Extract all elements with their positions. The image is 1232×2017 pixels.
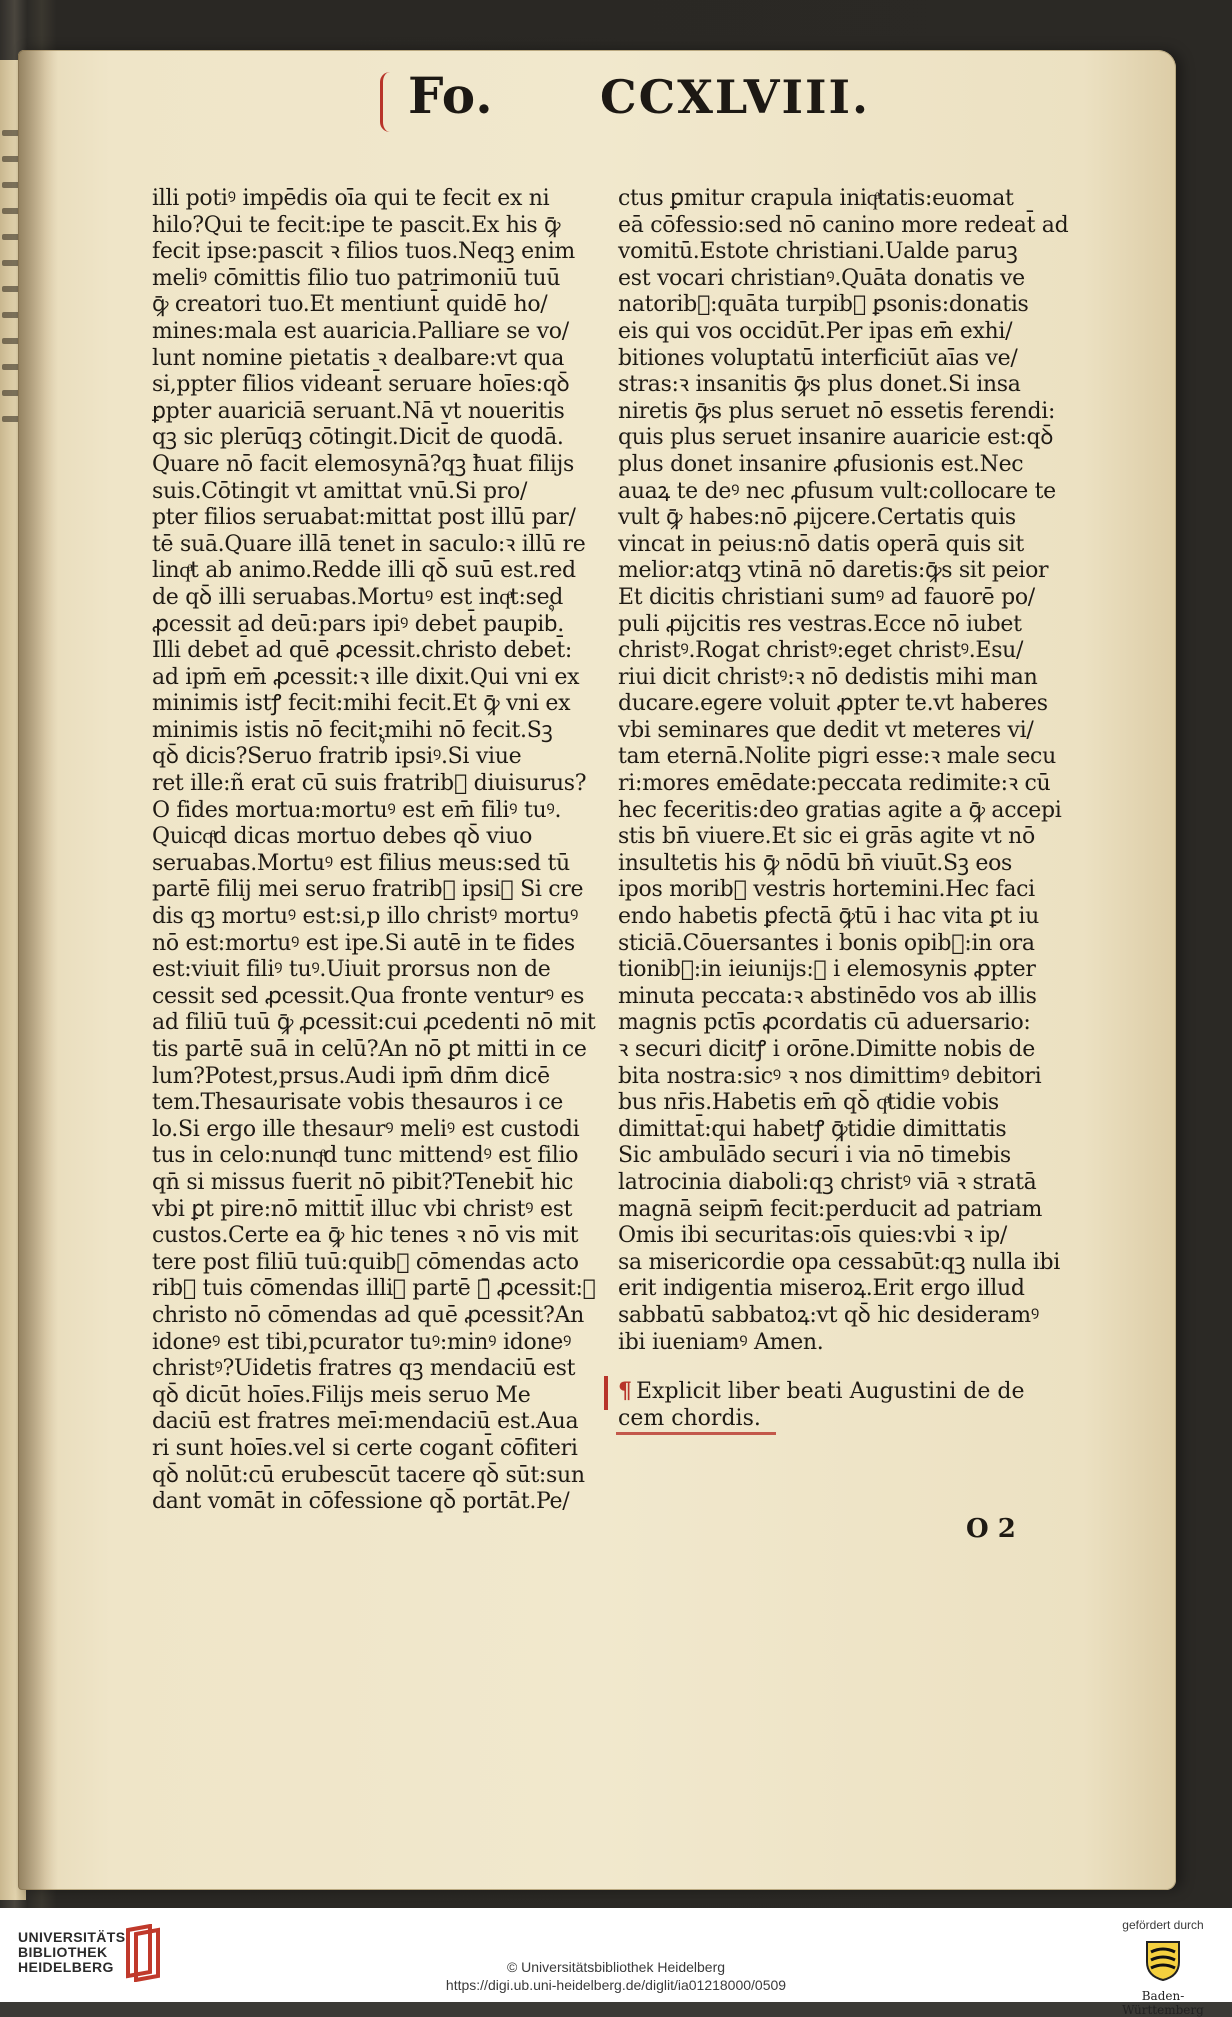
text-line: ri:mores emēdate:peccata redimite:ꝛ cū xyxy=(618,771,1051,797)
text-line: magnā seipm̄ fecit:perducit ad patriam xyxy=(618,1196,1043,1222)
folio-prefix: Fo. xyxy=(408,66,494,125)
text-line: linqͣt ab animo.Redde illi qꝺ̄ suū est.red xyxy=(152,558,576,584)
page-gutter-shadow xyxy=(18,50,58,1890)
text-line: suis.Cōtingit vt amittat vnū.Si pro/ xyxy=(152,478,528,504)
text-line: de qꝺ̄ illi seruabas.Mortuꝰ est inqͣt:sed xyxy=(152,584,564,610)
text-line: illi potiꝰ impēdis oīa qui te fecit ex ni xyxy=(152,186,550,211)
text-line: tionib᷒:in ieiunijs:ꝛ i elemosynis ꝓpter xyxy=(618,957,1036,983)
text-line: tis partē suā in celū?An nō ꝑt mitti in ce xyxy=(152,1037,587,1062)
explicit-line: cem chordis. xyxy=(618,1405,761,1431)
text-line: mines:mala est auaricia.Palliare se vo/ xyxy=(152,318,569,344)
text-line: eis qui vos occidūt.Per ipas em̄ exhi/ xyxy=(618,318,1013,344)
text-column-right xyxy=(618,186,1069,1356)
text-line: tere post filiū tuū:quib᷒ cōmendas acto xyxy=(152,1249,579,1275)
text-line: bitiones voluptatū interficiūt aīas ve/ xyxy=(618,345,1018,371)
text-line: dant vomāt in cōfessione qꝺ̄ portāt.Pe/ xyxy=(152,1489,570,1515)
rubric-bracket xyxy=(380,72,397,132)
text-line: ꝛ securi dicitꝭ i orōne.Dimitte nobis de xyxy=(618,1037,1035,1062)
text-line: qꝺ̄ dicis?Seruo fratrib᷒ ipsiꝰ.Si viue xyxy=(152,744,522,770)
funded-by-text: gefördert durch xyxy=(1122,1918,1204,1932)
text-line: puli ꝓijcitis res vestras.Ecce nō iubet xyxy=(618,611,1022,637)
text-line: ad filiū tuū ꝙ̄ ꝓcessit:cui ꝓcedenti nō mit xyxy=(152,1010,596,1036)
text-line: ꝑpter auariciā seruant.Nā vt noueritis xyxy=(152,398,565,424)
funder-name: Baden-Württemberg xyxy=(1122,1989,1204,2017)
text-line: natorib᷒:quāta turpib᷒ ꝑsonis:donatis xyxy=(618,292,1029,318)
library-name-line: BIBLIOTHEK xyxy=(18,1944,108,1960)
text-line: quis plus seruet insanire auaricie est:qꝺ̄ xyxy=(618,425,1054,451)
text-line: vbi ꝑt pire:nō mittit̄ illuc vbi christꝰ est xyxy=(152,1196,573,1222)
text-line: auaꝝ te deꝰ nec ꝓfusum vult:collocare te xyxy=(618,478,1056,504)
text-line: idoneꝰ est tibi,pcurator tuꝰ:minꝰ idoneꝰ xyxy=(152,1329,572,1355)
text-line: Et dicitis christiani sumꝰ ad fauorē po/ xyxy=(618,584,1035,610)
text-line: ducare.egere voluit ꝓpter te.vt haberes xyxy=(618,691,1048,717)
copyright-text: © Universitätsbibliothek Heidelberg xyxy=(506,1959,726,1975)
coat-of-arms-icon xyxy=(1143,1938,1183,1982)
text-line: erit indigentia miseroꝝ.Erit ergo illud xyxy=(618,1276,1025,1302)
text-line: christo nō cōmendas ad quē ꝓcessit?An xyxy=(152,1302,584,1328)
text-line: minuta peccata:ꝛ abstinēdo vos ab illis xyxy=(618,983,1037,1009)
text-line: Sic ambulādo securi i via nō timebis xyxy=(618,1143,1011,1169)
text-line: meliꝰ cōmittis filio tuo patrimoniū tuū xyxy=(152,265,561,291)
signature-mark: O 2 xyxy=(966,1514,1016,1544)
text-line: cessit sed ꝓcessit.Qua fronte venturꝰ es xyxy=(152,983,585,1009)
text-line: eā cōfessio:sed nō canino more redeat̄ ad xyxy=(618,212,1069,238)
text-line: ri sunt hoīes.vel si certe cogant̄ cōfiteri xyxy=(152,1435,578,1461)
library-name-line: HEIDELBERG xyxy=(18,1959,114,1975)
text-line: Quicqͣd dicas mortuo debes qꝺ̄ viuo xyxy=(152,824,533,850)
text-line: hec feceritis:deo gratias agite a ꝙ̄ accepi xyxy=(618,797,1062,823)
text-line: stras:ꝛ insanitis ꝙ̄s plus donet.Si insa xyxy=(618,372,1021,398)
text-line: lum?Potest,prsus.Audi ipm̄ dn̄m dicē xyxy=(152,1063,550,1089)
text-line: ꝙ̄ creatori tuo.Et mentiunt̄ quidē ho/ xyxy=(152,292,548,318)
text-line: qꝫ sic plerūqꝫ cōtingit.Dicit̄ de quodā. xyxy=(152,425,564,451)
text-line: plus donet insanire ꝓfusionis est.Nec xyxy=(618,451,1024,477)
text-line: christꝰ.Rogat christꝰ:eget christꝰ.Esu/ xyxy=(618,638,1024,664)
text-line: ibi iueniamꝰ Amen. xyxy=(618,1329,824,1355)
text-line: Omis ibi securitas:oīs quies:vbi ꝛ ip/ xyxy=(618,1223,1008,1249)
text-line: rib᷒ tuis cōmendas illiꝰ partē ꝙ̄ ꝓcessit:ꝛ xyxy=(152,1276,596,1302)
text-line: bita nostra:sicꝰ ꝛ nos dimittimꝰ debitori xyxy=(618,1063,1042,1089)
text-line: si,ppter filios videant̄ seruare hoīes:qꝺ̄ xyxy=(152,372,570,398)
text-line: vomitū.Estote christiani.Ualde paruꝫ xyxy=(618,239,1018,265)
text-line: melior:atqꝫ vtinā nō daretis:ꝙ̄s sit peior xyxy=(618,558,1049,584)
text-line: vult ꝙ̄ habes:nō ꝓijcere.Certatis quis xyxy=(618,505,1016,531)
text-line: stis bn̄ viuere.Et sic ei grās agite vt nō xyxy=(618,824,1035,850)
text-line: tē suā.Quare illā tenet in saculo:ꝛ illū re xyxy=(152,531,586,557)
text-line: ad ipm̄ em̄ ꝓcessit:ꝛ ille dixit.Qui vni ex xyxy=(152,664,580,690)
text-line: tus in celo:nunqͣd tunc mittendꝰ est filio xyxy=(152,1143,579,1169)
text-line: Quare nō facit elemosynā?qꝫ ħuat filijs xyxy=(152,451,574,477)
text-line: seruabas.Mortuꝰ est filius meus:sed tū xyxy=(152,850,570,876)
text-line: est vocari christianꝰ.Quāta donatis ve xyxy=(618,265,1025,291)
text-line: qꝺ̄ nolūt:cū erubescūt tacere qꝺ̄ sūt:sun xyxy=(152,1462,585,1488)
text-line: hilo?Qui te fecit:ipe te pascit.Ex his ꝙ̄ xyxy=(152,212,561,238)
text-line: tem.Thesaurisate vobis thesauros i ce xyxy=(152,1090,563,1116)
rubric-underline xyxy=(616,1432,776,1435)
folio-header xyxy=(380,66,871,146)
text-line: fecit ipse:pascit ꝛ filios tuos.Neqꝫ enim xyxy=(152,239,575,265)
text-line: christꝰ?Uidetis fratres qꝫ mendaciū est xyxy=(152,1356,576,1382)
text-line: dis qꝫ mortuꝰ est:si,p illo christꝰ mortuꝰ xyxy=(152,904,579,930)
rubric-mark xyxy=(604,1376,608,1410)
text-line: minimis istis nō fecit:mihi nō fecit.Sꝫ xyxy=(152,717,553,743)
text-line: Illi debet̄ ad quē ꝓcessit.christo debet̄: xyxy=(152,638,572,664)
text-line: dimittat̄:qui habetꝭ ꝙ̄tidie dimittatis xyxy=(618,1116,1007,1142)
text-line: qn̄ si missus fuerit nō pibit?Tenebit̄ hic xyxy=(152,1169,574,1195)
text-line: riui dicit christꝰ:ꝛ nō dedistis mihi man xyxy=(618,664,1038,690)
permalink-url[interactable]: https://digi.ub.uni-heidelberg.de/diglit/ia01218000/0509 xyxy=(445,1977,787,1993)
explicit-line: ¶ Explicit liber beati Augustini de de xyxy=(618,1378,1025,1404)
text-line: lo.Si ergo ille thesaurꝰ meliꝰ est custodi xyxy=(152,1116,580,1142)
text-line: magnis pctīs ꝓcordatis cū aduersario: xyxy=(618,1010,1031,1036)
text-line: partē filij mei seruo fratrib᷒ ipsiꝰ Si cre xyxy=(152,877,584,903)
funder-block xyxy=(1108,1918,1218,2017)
footer-bar xyxy=(0,1908,1232,2017)
text-line: minimis istꝭ fecit:mihi fecit.Et ꝙ̄ vni ex xyxy=(152,691,571,717)
text-line: ctus ꝑmitur crapula iniqͣtatis:euomat xyxy=(618,186,1014,211)
text-line: custos.Certe ea ꝙ̄ hic tenes ꝛ nō vis mit xyxy=(152,1223,579,1249)
copyright-block xyxy=(0,1958,1232,1994)
text-line: ipos morib᷒ vestris hortemini.Hec faci xyxy=(618,877,1035,903)
explicit-rubric xyxy=(618,1378,1028,1432)
text-line: pter filios seruabat:mittat post illū par/ xyxy=(152,505,576,531)
text-line: lunt nomine pietatis ꝛ dealbare:vt qua xyxy=(152,345,565,371)
text-line: ꝓcessit ad deū:pars ipiꝰ debet̄ paupib᷒. xyxy=(152,611,564,637)
text-line: qꝺ̄ dicūt hoīes.Filijs meis seruo Me xyxy=(152,1382,531,1408)
library-name-line: UNIVERSITÄTS- xyxy=(18,1929,131,1945)
text-line: vincat in peius:nō datis operā quis sit xyxy=(618,531,1024,557)
text-line: O fides mortua:mortuꝰ est em̄ filiꝰ tuꝰ. xyxy=(152,797,562,823)
paragraph-mark: ¶ xyxy=(618,1378,632,1404)
text-line: latrocinia diaboli:qꝫ christꝰ viā ꝛ stratā xyxy=(618,1169,1037,1195)
text-line: nō est:mortuꝰ est ipe.Si autē in te fides xyxy=(152,930,575,956)
text-line: niretis ꝙ̄s plus seruet nō essetis ferendi: xyxy=(618,398,1056,424)
text-line: endo habetis ꝑfectā ꝙ̄tū i hac vita ꝑt iu xyxy=(618,904,1040,930)
text-line: tam eternā.Nolite pigri esse:ꝛ male secu xyxy=(618,744,1056,770)
text-line: sa misericordie opa cessabūt:qꝫ nulla ibi xyxy=(618,1249,1061,1275)
text-line: bus nr̄is.Habetis em̄ qꝺ̄ qͣtidie vobis xyxy=(618,1090,999,1116)
text-line: daciū est fratres meī:mendaciū est.Aua xyxy=(152,1409,579,1435)
text-line: est:viuit filiꝰ tuꝰ.Uiuit prorsus non de xyxy=(152,957,551,983)
text-line: ret ille:ñ erat cū suis fratrib᷒ diuisurus? xyxy=(152,771,587,797)
text-line: sabbatū sabbatoꝝ:vt qꝺ̄ hic desideramꝰ xyxy=(618,1302,1039,1328)
text-line: vbi seminares que dedit vt meteres vi/ xyxy=(618,717,1034,743)
text-column-left xyxy=(152,186,596,1516)
text-line: sticiā.Cōuersantes i bonis opib᷒:in ora xyxy=(618,930,1035,956)
folio-number: CCXLVIII. xyxy=(600,70,871,124)
text-line: insultetis his ꝙ̄ nōdū bn̄ viuūt.Sꝫ eos xyxy=(618,850,1013,876)
